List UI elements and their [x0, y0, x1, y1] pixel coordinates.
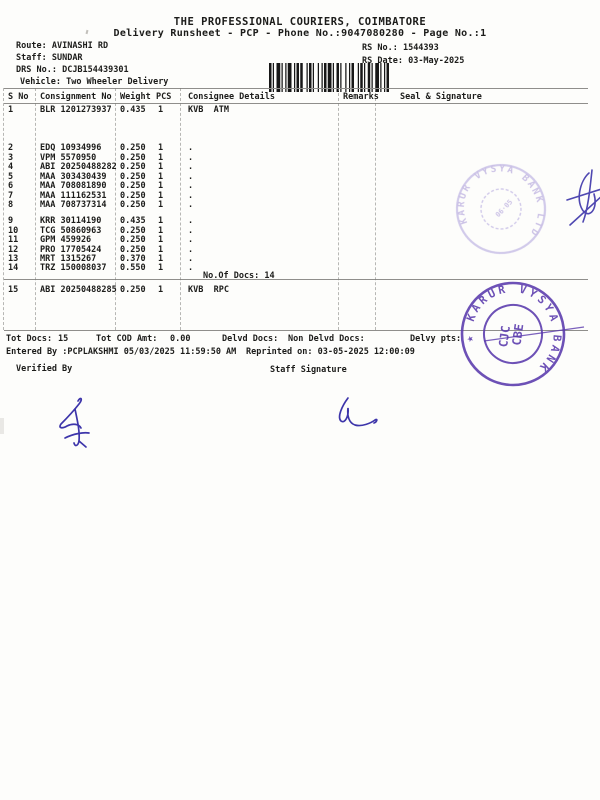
cell-pcs: 1 [158, 262, 164, 273]
cell-weight: 0.250 [120, 171, 146, 182]
cell-consignment: BLR 1201273937 [40, 105, 112, 115]
cell-weight: 0.250 [120, 235, 146, 245]
delvy-pts-label: Delvy pts: [410, 334, 462, 344]
cell-sno: 2 [8, 143, 14, 153]
cell-weight: 0.250 [120, 143, 146, 153]
cell-sno: 4 [8, 162, 14, 172]
cell-pcs: 1 [158, 105, 164, 115]
cell-pcs: 1 [158, 253, 164, 264]
col-header-seal: Seal & Signature [400, 92, 482, 102]
col-header-remarks: Remarks [343, 92, 379, 102]
barcode-icon [230, 44, 350, 73]
tot-docs-value: 15 [58, 334, 69, 344]
company-title: THE PROFESSIONAL COURIERS, COIMBATORE [173, 16, 427, 28]
col-header-pcs: PCS [156, 92, 172, 102]
cell-sno: 15 [8, 285, 19, 295]
cell-sno: 11 [8, 235, 19, 245]
verified-by-label: Verified By [16, 364, 73, 374]
cell-weight: 0.250 [120, 190, 146, 201]
cell-consignee: KVB RPC [188, 285, 229, 295]
drs-line [16, 66, 129, 76]
cell-consignment: ABI 20250488282 [40, 162, 117, 172]
cell-consignment: MAA 303430439 [40, 171, 107, 182]
vehicle-label: Vehicle: [20, 77, 61, 87]
cell-consignee: . [188, 143, 194, 153]
vehicle-line [20, 78, 168, 88]
cell-weight: 0.435 [120, 105, 146, 115]
cell-consignee: . [188, 190, 194, 201]
cell-weight: 0.250 [120, 162, 146, 172]
staff-signature-icon [290, 372, 350, 417]
cell-weight: 0.250 [120, 200, 146, 210]
cell-sno: 12 [8, 244, 19, 255]
col-header-sno: S No [8, 92, 29, 102]
non-delvd-docs-label: Non Delvd Docs: [288, 334, 365, 344]
cell-weight: 0.250 [120, 181, 146, 191]
verified-by-signature-icon [14, 372, 74, 432]
cell-consignment: VPM 5570950 [40, 152, 97, 163]
cell-pcs: 1 [158, 171, 164, 182]
cell-pcs: 1 [158, 235, 164, 245]
table-header-rule [4, 103, 588, 104]
drs-value: DCJB154439301 [62, 65, 129, 75]
route-value: AVINASHI RD [51, 41, 109, 51]
cell-consignment: MAA 708081890 [40, 181, 107, 191]
delvd-docs-label: Delvd Docs: [222, 334, 279, 344]
cell-pcs: 1 [158, 152, 164, 163]
cell-consignment: EDQ 10934996 [40, 143, 102, 153]
route-line [16, 42, 108, 52]
cell-consignee: . [188, 235, 194, 245]
route-label: Route: [16, 41, 47, 51]
cell-consignee: . [188, 244, 194, 255]
vehicle-value: Two Wheeler Delivery [66, 77, 169, 87]
col-header-weight: Weight [120, 92, 151, 102]
cell-consignment: MAA 111162531 [40, 190, 107, 201]
cell-consignee: . [188, 262, 194, 273]
svg-text:06·05: 06·05 [493, 198, 514, 219]
cell-consignment: KRR 30114190 [40, 216, 102, 226]
no-of-docs-note: No.Of Docs: 14 [203, 271, 275, 281]
cell-sno: 13 [8, 253, 19, 264]
runsheet-subtitle: Delivery Runsheet - PCP - Phone No.:9047080280 - Page No.:1 [113, 28, 487, 39]
entered-by-line: Entered By :PCPLAKSHMI 05/03/2025 11:59:50 AM [6, 347, 237, 357]
col-header-consignment: Consignment No [40, 92, 112, 102]
cell-sno: 9 [8, 216, 14, 226]
reprinted-line: Reprinted on: 03-05-2025 12:00:09 [246, 347, 415, 357]
cell-pcs: 1 [158, 285, 164, 295]
cell-consignee: . [188, 152, 194, 163]
delivery-signature-icon [567, 170, 600, 225]
cell-pcs: 1 [158, 190, 164, 201]
rs-date-label: RS Date: [362, 56, 403, 66]
cell-consignment: TCG 50860963 [40, 225, 102, 236]
cell-sno: 10 [8, 225, 19, 236]
cell-sno: 7 [8, 190, 14, 201]
cell-consignee: . [188, 216, 194, 226]
tot-cod-label: Tot COD Amt: [96, 334, 158, 344]
cell-consignment: MAA 708737314 [40, 200, 107, 210]
cell-pcs: 1 [158, 143, 164, 153]
cell-consignee: . [188, 253, 194, 264]
tot-cod-value: 0.00 [170, 334, 191, 344]
cell-weight: 0.250 [120, 152, 146, 163]
cell-consignee: . [188, 162, 194, 172]
cell-weight: 0.550 [120, 262, 146, 273]
cell-pcs: 1 [158, 225, 164, 236]
cell-consignee: . [188, 200, 194, 210]
table-top-rule [4, 88, 588, 89]
cell-pcs: 1 [158, 244, 164, 255]
drs-label: DRS No.: [16, 65, 57, 75]
stamp-inner-line2: CBE [509, 322, 526, 347]
faded-stamp-arc-text: KARUR VYSYA BANK LTD [455, 163, 546, 240]
staff-signature-label: Staff Signature [270, 365, 347, 375]
rs-no-label: RS No.: [362, 43, 398, 53]
cell-sno: 8 [8, 200, 14, 210]
cell-sno: 14 [8, 262, 19, 273]
cell-consignee: . [188, 225, 194, 236]
cell-weight: 0.370 [120, 253, 146, 264]
cell-weight: 0.250 [120, 225, 146, 236]
staff-line [16, 54, 83, 64]
cell-sno: 3 [8, 152, 14, 163]
cell-consignee: KVB ATM [188, 105, 229, 115]
cell-consignment: MRT 1315267 [40, 253, 97, 264]
staff-value: SUNDAR [51, 53, 83, 63]
rs-no-line [362, 44, 439, 54]
cell-sno: 5 [8, 171, 14, 182]
cell-weight: 0.250 [120, 244, 146, 255]
karur-vysya-bank-stamp-icon [415, 258, 600, 377]
cell-consignment: GPM 459926 [40, 235, 92, 245]
staff-label: Staff: [16, 53, 47, 63]
cell-pcs: 1 [158, 216, 164, 226]
rs-date-value: 03-May-2025 [408, 56, 465, 66]
faded-bank-stamp-icon [400, 140, 600, 245]
svg-text:CJC CBE [496, 318, 527, 350]
cell-pcs: 1 [158, 181, 164, 191]
tot-docs-label: Tot Docs: [6, 334, 53, 344]
stamp-arc-text: ★ KARUR VYSYA BANK [461, 281, 564, 377]
cell-pcs: 1 [158, 200, 164, 210]
cell-consignment: PRO 17705424 [40, 244, 102, 255]
cell-weight: 0.250 [120, 285, 146, 295]
cell-weight: 0.435 [120, 216, 146, 226]
cell-sno: 1 [8, 105, 14, 115]
cell-consignee: . [188, 181, 194, 191]
col-header-consignee: Consignee Details [188, 92, 275, 102]
table-row [0, 105, 600, 114]
stamp-inner-line1: CJC [495, 324, 513, 349]
cell-pcs: 1 [158, 162, 164, 172]
cell-consignment: TRZ 150008037 [40, 262, 107, 273]
cell-consignment: ABI 20250488285 [40, 285, 117, 295]
scan-smudge [0, 418, 4, 434]
rs-no-value: 1544393 [402, 43, 439, 53]
cell-sno: 6 [8, 181, 14, 191]
rs-date-line [362, 57, 464, 67]
cell-consignee: . [188, 171, 194, 182]
